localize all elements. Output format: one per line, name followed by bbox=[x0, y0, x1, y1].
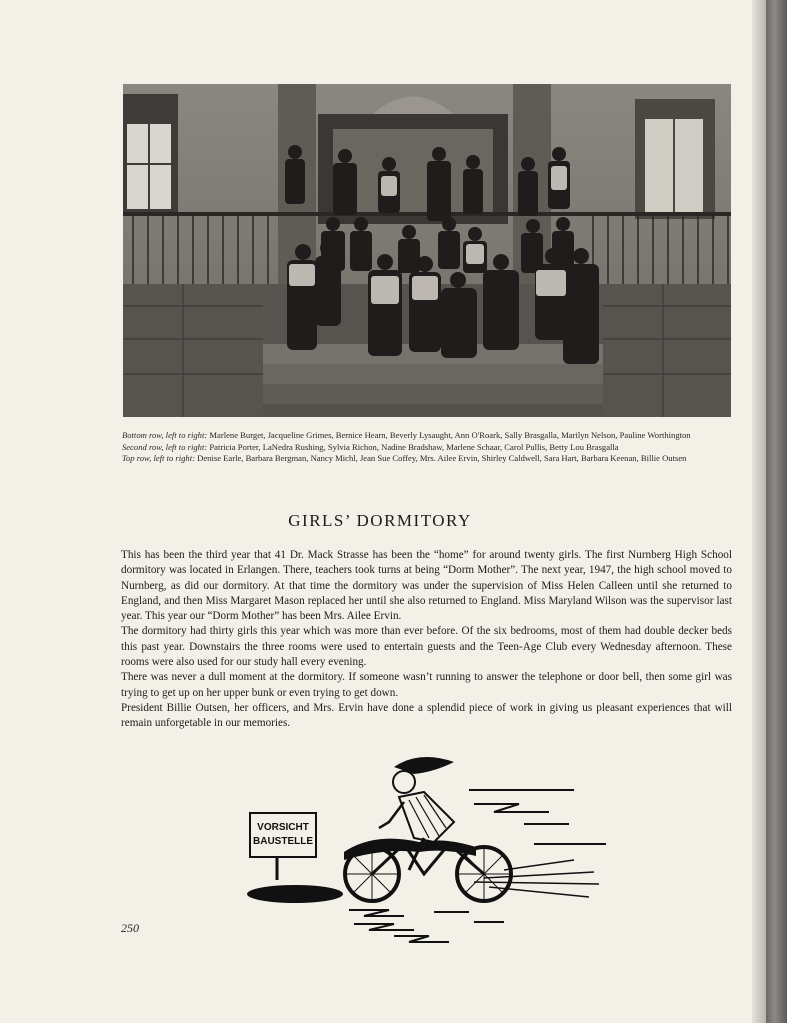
photo-caption bbox=[122, 430, 733, 465]
group-photo bbox=[123, 84, 731, 417]
caption-bottom-row: Bottom row, left to right: Marlene Burget, Jacqueline Grimes, Bernice Hearn, Beverly Lysaught, Ann O'Roark, Sally Brasgalla, Marilyn Nelson, Pauline Worthington bbox=[122, 430, 691, 440]
warning-sign bbox=[249, 812, 317, 858]
page-title: GIRLS’ DORMITORY bbox=[288, 511, 472, 530]
page-edge-shadow bbox=[752, 0, 766, 1023]
paragraph: The dormitory had thirty girls this year which was more than ever before. Of the six bedrooms, most of them had double decker beds this past year. Downstairs the three rooms were used to entertain guests and the Teen-Age Club every Wednesday afternoon. These rooms were also used for our study hall every evening. bbox=[121, 625, 732, 669]
bicycle-cartoon bbox=[244, 752, 614, 952]
caption-second-row: Second row, left to right: Patricia Porter, LaNedra Rushing, Sylvia Richon, Nadine Bradshaw, Marlene Schaar, Carol Pullis, Betty Lou Brasgalla bbox=[122, 441, 619, 452]
paragraph: This has been the third year that 41 Dr. Mack Strasse has been the “home” for around twenty girls. The first Nurnberg High School dormitory was located in Erlangen. There, teachers took turns at being “Dorm Mother”. The next year, 1947, the high school moved to Nurnberg, as did our dormitory. At that time the dormitory was under the supervision of Miss Helen Calleen until she returned to England, and then Miss Margaret Mason replaced her until she also returned to England. Miss Maryland Wilson was the supervisor last year. This year our “Dorm Mother” has been Mrs. Ailee Ervin. bbox=[121, 549, 732, 623]
sign-line-2: BAUSTELLE bbox=[253, 836, 313, 847]
binding-strip bbox=[766, 0, 787, 1023]
paragraph: There was never a dull moment at the dormitory. If someone wasn’t running to answer the telephone or door bell, then some girl was trying to get up on her upper bunk or even trying to get down. bbox=[121, 671, 732, 699]
article-body bbox=[121, 548, 732, 732]
sign-line-1: VORSICHT bbox=[257, 822, 309, 833]
page-number: 250 bbox=[121, 921, 139, 935]
caption-top-row: Top row, left to right: Denise Earle, Barbara Bergman, Nancy Michl, Jean Sue Coffey, Mrs. Ailee Ervin, Shirley Caldwell, Sara Hart, Barbara Keenan, Billie Outsen bbox=[122, 453, 687, 464]
group-photo-image bbox=[123, 84, 731, 417]
paragraph: President Billie Outsen, her officers, and Mrs. Ervin have done a splendid piece of work in giving us pleasant experiences that will remain unforgetable in our memories. bbox=[121, 701, 732, 730]
